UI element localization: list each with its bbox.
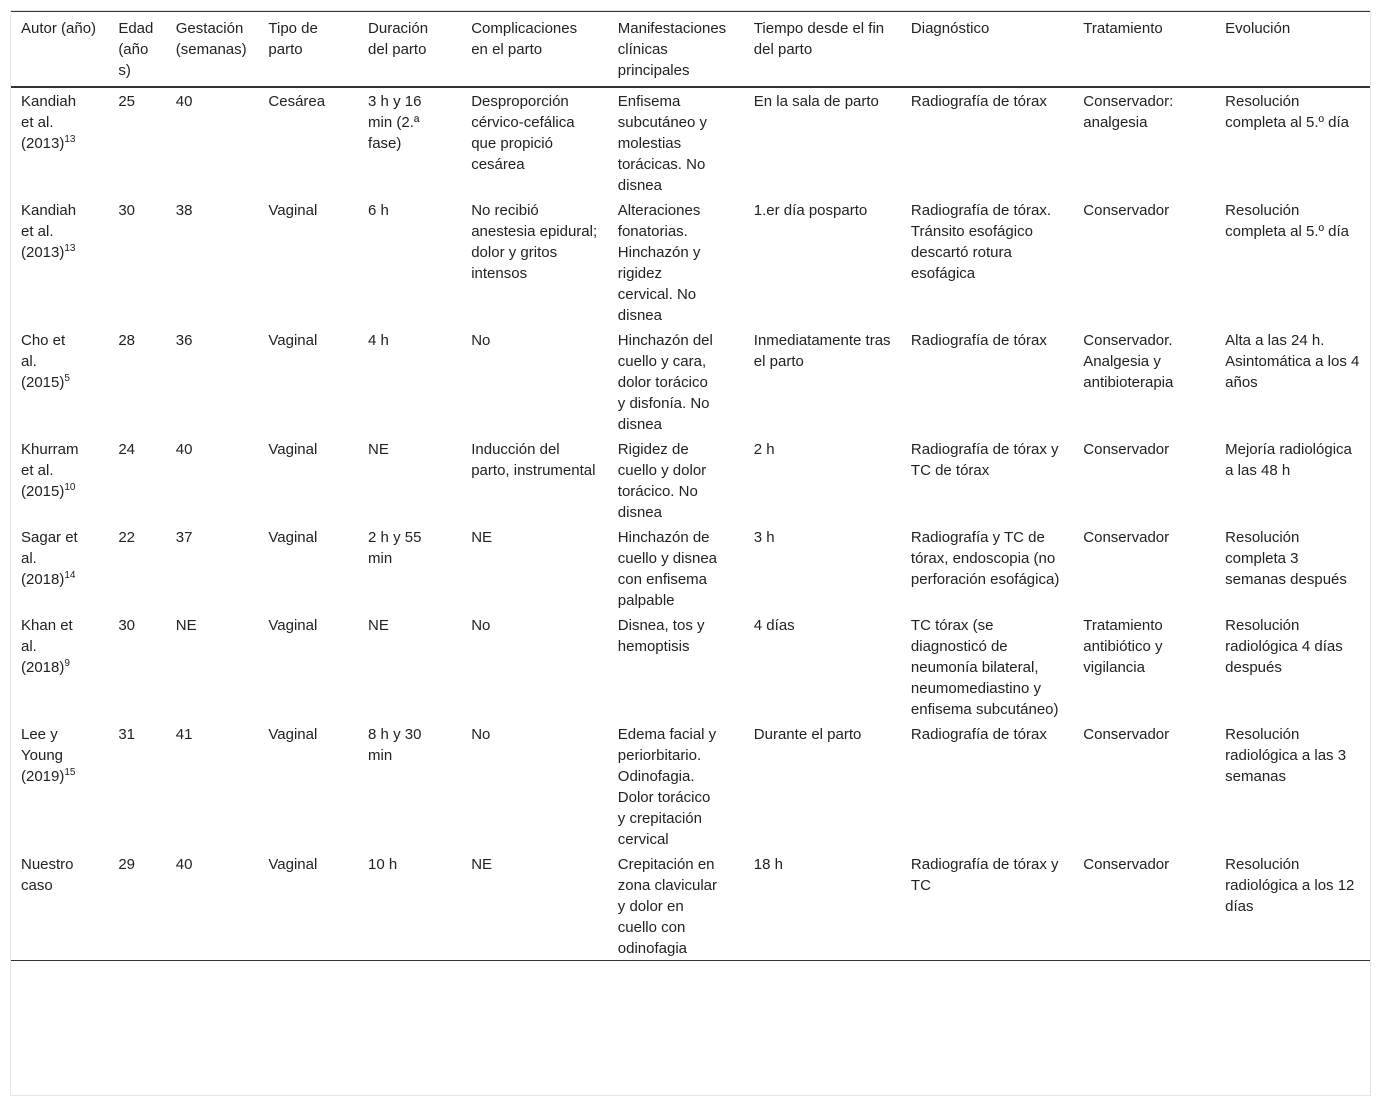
- cell-age: 24: [118, 441, 135, 458]
- cell-time: 2 h: [753, 441, 775, 458]
- table-row: [11, 524, 1370, 612]
- cell-complications: Inducción del parto, instrumental: [471, 441, 596, 479]
- cell-delivery-type: Vaginal: [268, 617, 318, 634]
- author-text: Khan et al. (2018): [21, 617, 73, 676]
- cell-outcome: Mejoría radiológica a las 48 h: [1225, 441, 1352, 479]
- table-row: [11, 851, 1370, 961]
- cell-author: [11, 721, 108, 851]
- cell-duration: 3 h y 16 min (2.ª fase): [368, 93, 422, 152]
- header-age: Edad (años): [118, 20, 154, 79]
- cell-gestation: 41: [175, 726, 193, 743]
- cell-complications: No: [471, 332, 491, 349]
- cell-time: 3 h: [753, 529, 775, 546]
- reference-number: 14: [64, 570, 76, 581]
- cell-treatment: Conservador: [1083, 726, 1170, 743]
- cell-gestation: 40: [175, 93, 193, 110]
- cell-age: 30: [118, 202, 135, 219]
- cell-treatment: Conservador: [1083, 202, 1170, 219]
- author-text: Sagar et al. (2018): [21, 529, 78, 588]
- cell-complications: Desproporción cérvico-cefálica que propició cesárea: [471, 93, 575, 173]
- cell-complications: No recibió anestesia epidural; dolor y gritos intensos: [471, 202, 598, 282]
- cell-author: [11, 851, 108, 961]
- cell-diagnosis: Radiografía de tórax: [910, 332, 1047, 349]
- cell-author: [11, 612, 108, 721]
- cell-outcome: Resolución radiológica a los 12 días: [1225, 856, 1355, 915]
- header-author: Autor (año): [21, 20, 97, 37]
- cell-age: 30: [118, 617, 135, 634]
- reference-number: 13: [64, 243, 76, 254]
- table-row: [11, 612, 1370, 721]
- reference-number: 9: [64, 658, 70, 669]
- cell-treatment: Conservador: analgesia: [1083, 93, 1174, 131]
- author-text: Lee y Young (2019): [21, 726, 65, 785]
- cell-duration: 2 h y 55 min: [368, 529, 422, 567]
- cell-manifestations: Hinchazón de cuello y disnea con enfisema palpable: [617, 529, 718, 609]
- cell-time: 18 h: [753, 856, 783, 873]
- table-row: [11, 327, 1370, 436]
- cell-duration: NE: [368, 441, 389, 458]
- header-duration: Duración del parto: [368, 20, 429, 58]
- cell-age: 31: [118, 726, 135, 743]
- cell-delivery-type: Vaginal: [268, 856, 318, 873]
- cell-delivery-type: Vaginal: [268, 529, 318, 546]
- cell-age: 29: [118, 856, 135, 873]
- cell-age: 28: [118, 332, 135, 349]
- cell-author: [11, 327, 108, 436]
- cell-gestation: 38: [175, 202, 193, 219]
- reference-number: 15: [64, 767, 76, 778]
- author-text: Khurram et al. (2015): [21, 441, 79, 500]
- cell-complications: NE: [471, 856, 493, 873]
- table-header-row: [11, 12, 1370, 88]
- header-time: Tiempo desde el fin del parto: [753, 20, 885, 58]
- cell-manifestations: Edema facial y periorbitario. Odinofagia. Dolor torácico y crepitación cervical: [617, 726, 717, 848]
- cell-complications: No: [471, 617, 491, 634]
- cell-delivery-type: Vaginal: [268, 726, 318, 743]
- cell-delivery-type: Vaginal: [268, 332, 318, 349]
- table-row: [11, 87, 1370, 197]
- cell-diagnosis: Radiografía de tórax: [910, 93, 1047, 110]
- cell-manifestations: Crepitación en zona clavicular y dolor en cuello con odinofagia: [617, 856, 717, 957]
- cell-time: 4 días: [753, 617, 795, 634]
- header-delivery-type: Tipo de parto: [268, 20, 318, 58]
- cell-treatment: Conservador: [1083, 856, 1170, 873]
- cell-outcome: Alta a las 24 h. Asintomática a los 4 años: [1225, 332, 1360, 391]
- cell-manifestations: Disnea, tos y hemoptisis: [617, 617, 705, 655]
- cell-author: [11, 197, 108, 327]
- reference-number: 10: [64, 482, 76, 493]
- cell-author: [11, 436, 108, 524]
- cell-time: Inmediatamente tras el parto: [753, 332, 891, 370]
- table-row: [11, 436, 1370, 524]
- cell-outcome: Resolución radiológica 4 días después: [1225, 617, 1343, 676]
- cell-manifestations: Hinchazón del cuello y cara, dolor torácico y disfonía. No disnea: [617, 332, 713, 433]
- author-text: Kandiah et al. (2013): [21, 202, 77, 261]
- cell-gestation: 36: [175, 332, 193, 349]
- cell-manifestations: Alteraciones fonatorias. Hinchazón y rigidez cervical. No disnea: [617, 202, 701, 324]
- cell-duration: 4 h: [368, 332, 389, 349]
- cell-diagnosis: Radiografía de tórax y TC: [910, 856, 1059, 894]
- author-text: Nuestro caso: [21, 856, 74, 894]
- cell-manifestations: Rigidez de cuello y dolor torácico. No disnea: [617, 441, 707, 521]
- cell-gestation: 40: [175, 441, 193, 458]
- cell-treatment: Tratamiento antibiótico y vigilancia: [1083, 617, 1163, 676]
- cell-gestation: 40: [175, 856, 193, 873]
- cell-diagnosis: TC tórax (se diagnosticó de neumonía bilateral, neumomediastino y enfisema subcutáneo): [910, 617, 1059, 718]
- cell-outcome: Resolución completa 3 semanas después: [1225, 529, 1347, 588]
- table-body: [11, 87, 1370, 961]
- header-gestation: Gestación (semanas): [175, 20, 247, 58]
- cell-diagnosis: Radiografía y TC de tórax, endoscopia (no perforación esofágica): [910, 529, 1060, 588]
- cell-complications: NE: [471, 529, 493, 546]
- cell-delivery-type: Vaginal: [268, 441, 318, 458]
- cell-diagnosis: Radiografía de tórax y TC de tórax: [910, 441, 1059, 479]
- cell-time: 1.er día posparto: [753, 202, 868, 219]
- cell-duration: 8 h y 30 min: [368, 726, 422, 764]
- cell-delivery-type: Cesárea: [268, 93, 326, 110]
- author-text: Cho et al. (2015): [21, 332, 66, 391]
- table-row: [11, 197, 1370, 327]
- author-text: Kandiah et al. (2013): [21, 93, 77, 152]
- cell-diagnosis: Radiografía de tórax. Tránsito esofágico descartó rotura esofágica: [910, 202, 1051, 282]
- cell-diagnosis: Radiografía de tórax: [910, 726, 1047, 743]
- cell-author: [11, 87, 108, 197]
- reference-number: 5: [64, 373, 70, 384]
- cell-manifestations: Enfisema subcutáneo y molestias torácicas. No disnea: [617, 93, 708, 194]
- header-complications: Complicaciones en el parto: [471, 20, 578, 58]
- header-outcome: Evolución: [1225, 20, 1291, 37]
- cell-delivery-type: Vaginal: [268, 202, 318, 219]
- header-diagnosis: Diagnóstico: [910, 20, 990, 37]
- table-row: [11, 721, 1370, 851]
- case-review-table: [11, 11, 1370, 961]
- cell-outcome: Resolución completa al 5.º día: [1225, 202, 1350, 240]
- cell-duration: 6 h: [368, 202, 389, 219]
- cell-treatment: Conservador: [1083, 441, 1170, 458]
- cell-gestation: 37: [175, 529, 193, 546]
- cell-author: [11, 524, 108, 612]
- cell-treatment: Conservador. Analgesia y antibioterapia: [1083, 332, 1174, 391]
- cell-duration: 10 h: [368, 856, 398, 873]
- cell-outcome: Resolución completa al 5.º día: [1225, 93, 1350, 131]
- cell-time: Durante el parto: [753, 726, 862, 743]
- cell-gestation: NE: [175, 617, 197, 634]
- cell-duration: NE: [368, 617, 389, 634]
- header-treatment: Tratamiento: [1083, 20, 1163, 37]
- cell-age: 25: [118, 93, 135, 110]
- cell-age: 22: [118, 529, 135, 546]
- cell-complications: No: [471, 726, 491, 743]
- reference-number: 13: [64, 134, 76, 145]
- cell-outcome: Resolución radiológica a las 3 semanas: [1225, 726, 1347, 785]
- cell-treatment: Conservador: [1083, 529, 1170, 546]
- header-manifestations: Manifestaciones clínicas principales: [617, 20, 727, 79]
- cell-time: En la sala de parto: [753, 93, 879, 110]
